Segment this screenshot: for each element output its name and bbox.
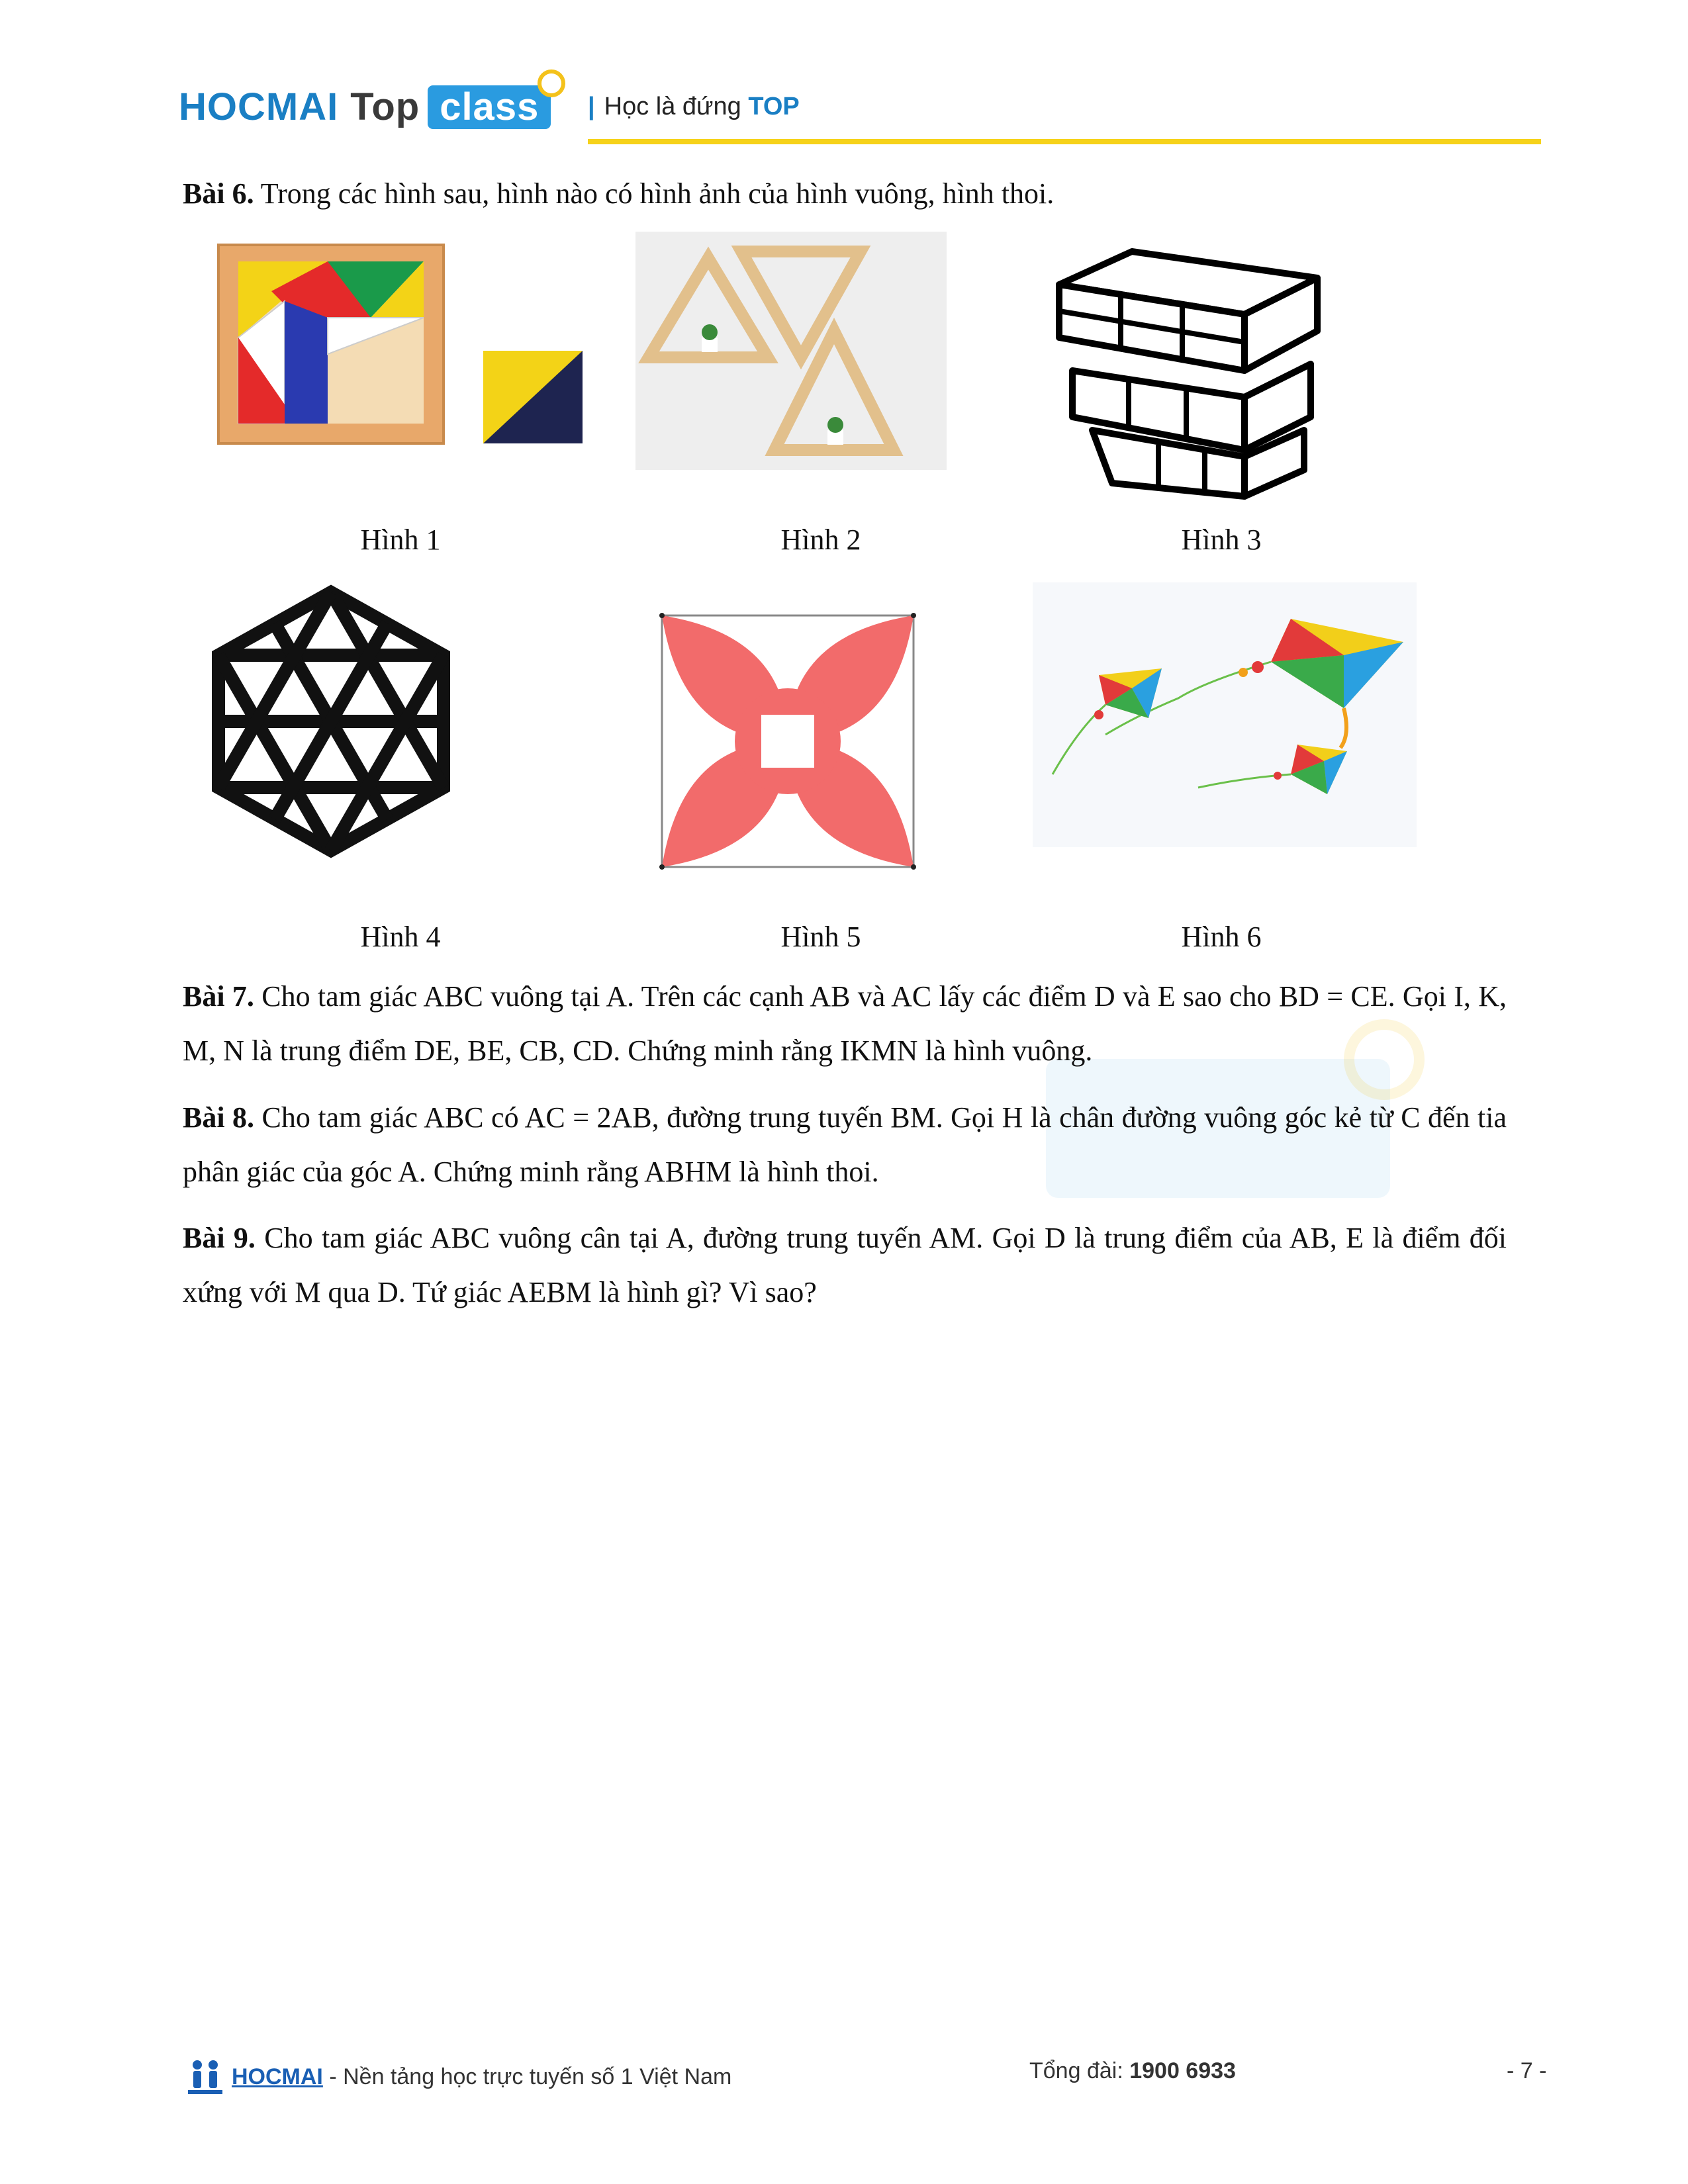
figure-1-caption: Hình 1 — [360, 523, 441, 556]
footer-left — [185, 2058, 731, 2095]
exercise-6-text: Trong các hình sau, hình nào có hình ảnh của hình vuông, hình thoi. — [260, 177, 1055, 210]
figure-6-kites-image — [1033, 582, 1417, 847]
figure-4-hexagon-grid-image — [205, 582, 457, 860]
exercise-9 — [183, 1211, 1507, 1320]
exercise-8-label: Bài 8. — [183, 1101, 255, 1134]
slogan-highlight: TOP — [748, 93, 800, 120]
exercise-9-label: Bài 9. — [183, 1222, 256, 1254]
exercise-6-label: Bài 6. — [183, 177, 254, 210]
exercise-8 — [183, 1091, 1507, 1199]
footer-brand-link[interactable]: HOCMAI — [232, 2064, 323, 2089]
slogan-text: Học là đứng — [604, 93, 741, 120]
figure-2-caption: Hình 2 — [780, 523, 861, 556]
hocmai-topclass-logo — [179, 85, 551, 129]
slogan-separator: | — [588, 93, 595, 120]
figure-1-tangram-image — [212, 238, 596, 450]
figure-4-caption: Hình 4 — [360, 921, 441, 953]
figure-5-square-petals-image — [655, 609, 920, 874]
figure-3-rubik-cube-image — [1046, 238, 1337, 503]
footer-hotline — [1029, 2058, 1236, 2084]
page-number: - 7 - — [1507, 2058, 1547, 2083]
exercise-9-text: Cho tam giác ABC vuông cân tại A, đường trung tuyến AM. Gọi D là trung điểm của AB, E là điểm đối xứng với M qua D. Tứ giác AEBM là hình gì? Vì sao? — [183, 1222, 1507, 1308]
exercise-7-label: Bài 7. — [183, 980, 254, 1013]
figure-3-caption: Hình 3 — [1181, 523, 1262, 556]
logo-hocmai-text: HOCMAI — [179, 85, 339, 128]
logo-top-text: Top — [350, 85, 420, 128]
hotline-number: 1900 6933 — [1129, 2058, 1236, 2083]
exercise-6 — [183, 167, 1507, 221]
hocmai-people-icon — [185, 2058, 225, 2095]
logo-class-badge — [428, 85, 551, 129]
footer-tagline: - Nền tảng học trực tuyến số 1 Việt Nam — [329, 2064, 732, 2089]
figure-5-caption: Hình 5 — [780, 921, 861, 953]
figure-2-triangle-shelves-image — [635, 232, 947, 470]
exercise-7 — [183, 970, 1507, 1078]
figure-6-caption: Hình 6 — [1181, 921, 1262, 953]
sun-icon — [538, 69, 565, 97]
header-slogan — [588, 93, 800, 121]
exercise-8-text: Cho tam giác ABC có AC = 2AB, đường trung tuyến BM. Gọi H là chân đường vuông góc kẻ từ C đến tia phân giác của góc A. Chứng minh rằng ABHM là hình thoi. — [183, 1101, 1507, 1188]
exercise-7-text: Cho tam giác ABC vuông tại A. Trên các cạnh AB và AC lấy các điểm D và E sao cho BD = CE. Gọi I, K, M, N là trung điểm DE, BE, CB, CD. Chứng minh rằng IKMN là hình vuông. — [183, 980, 1507, 1067]
logo-class-text: class — [440, 85, 539, 128]
header-divider — [588, 139, 1541, 144]
hotline-label: Tổng đài: — [1029, 2058, 1123, 2083]
